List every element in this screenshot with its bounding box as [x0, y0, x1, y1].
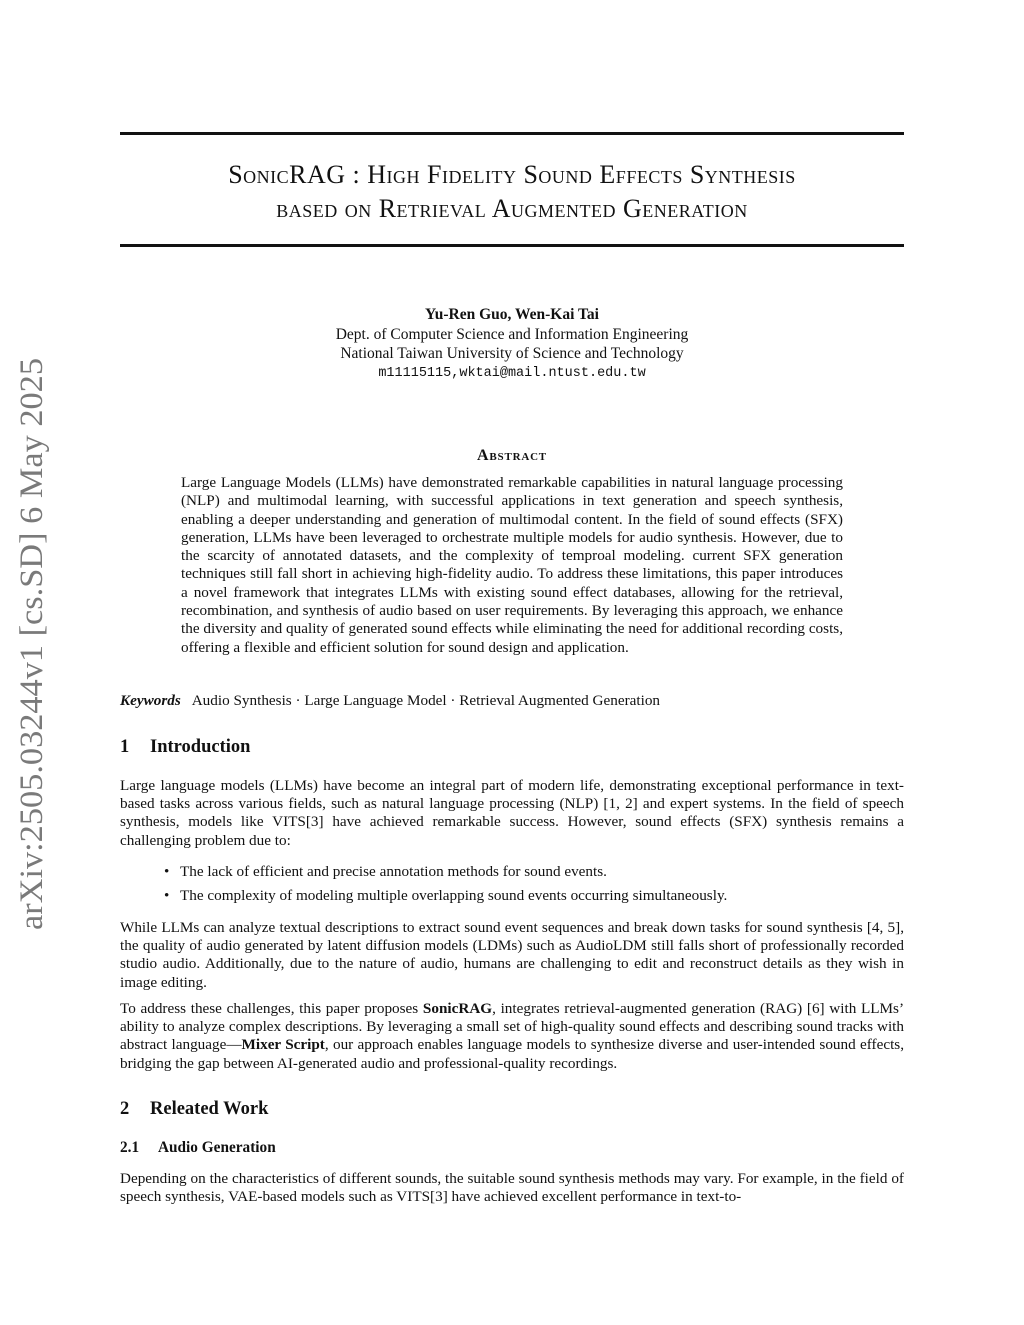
title-line-2: based on Retrieval Augmented Generation	[276, 194, 748, 223]
author-university: National Taiwan University of Science and Technology	[340, 345, 684, 362]
subsection-number: 2.1	[120, 1139, 140, 1156]
keywords-line	[120, 692, 904, 710]
subsection-heading-audio-generation	[120, 1139, 904, 1157]
para3-part-e: , our approach enables language models to synthesize diverse and user-intended sound effects, bridging the gap between AI-generated audio and professional-quality recordings.	[120, 1036, 905, 1072]
title-line-1: SonicRAG : High Fidelity Sound Effects Synthesis	[228, 160, 796, 189]
bullet-icon: •	[164, 863, 170, 880]
para3-part-c: , integrates retrieval-augmented generation (RAG) [6] with LLMs’ ability to analyze complex descriptions. By leveraging a small set of high-quality sound effects and describing sound tracks with abstract language—	[120, 1000, 905, 1054]
section-heading-related-work	[120, 1099, 904, 1120]
intro-bullet-list	[164, 863, 904, 910]
arxiv-identifier-stamp	[2, 356, 62, 930]
section-heading-introduction	[120, 737, 904, 758]
paper-title	[120, 158, 904, 226]
list-item-text: The complexity of modeling multiple overlapping sound events occurring simultaneously.	[180, 886, 728, 904]
intro-paragraph-1: Large language models (LLMs) have become an integral part of modern life, demonstrating exceptional performance in text-based tasks across various fields, such as natural language processing (NLP) [1, 2] and expert systems. In the field of speech synthesis, models like VITS[3] have achieved remarkable success. However, sound effects (SFX) synthesis remains a challenging problem due to:	[120, 777, 904, 849]
related-paragraph-1: Depending on the characteristics of different sounds, the suitable sound synthesis methods may vary. For example, in the field of speech synthesis, VAE-based models such as VITS[3] have achieved excellent performance in text-to-	[120, 1170, 904, 1206]
title-top-rule	[120, 132, 904, 135]
mixer-script-name: Mixer Script	[241, 1036, 325, 1054]
section-title: Releated Work	[150, 1099, 269, 1119]
subsection-title: Audio Generation	[158, 1139, 276, 1156]
intro-paragraph-3	[120, 1000, 904, 1073]
keywords-text: Audio Synthesis · Large Language Model · Retrieval Augmented Generation	[191, 692, 661, 709]
list-item	[164, 887, 904, 905]
section-number: 1	[120, 737, 130, 757]
title-bottom-rule	[120, 244, 904, 247]
para3-part-a: To address these challenges, this paper proposes	[120, 1000, 423, 1017]
author-names: Yu-Ren Guo, Wen-Kai Tai	[424, 306, 599, 323]
list-item-text: The lack of efficient and precise annotation methods for sound events.	[180, 863, 607, 880]
section-number: 2	[120, 1099, 130, 1119]
author-block	[120, 305, 904, 383]
author-email: m11115115,wktai@mail.ntust.edu.tw	[378, 365, 646, 381]
sonicrag-name: SonicRAG	[422, 1000, 493, 1017]
bullet-icon: •	[164, 886, 170, 904]
list-item	[164, 863, 904, 881]
intro-paragraph-2: While LLMs can analyze textual descriptions to extract sound event sequences and break down tasks for sound synthesis [4, 5], the quality of audio generated by latent diffusion models (LDMs) such as AudioLDM still falls short of professionally recorded studio audio. Additionally, due to the nature of audio, humans are challenging to edit and reconstruct details as they wish in image editing.	[120, 919, 904, 991]
arxiv-id-text: arXiv:2505.03244v1 [cs.SD] 6 May 2025	[14, 380, 50, 930]
abstract-text: Large Language Models (LLMs) have demonstrated remarkable capabilities in natural language processing (NLP) and multimodal learning, with successful applications in text generation and speech synthesis, enabling a deeper understanding and generation of multimodal content. In the field of sound effects (SFX) generation, LLMs have been leveraged to orchestrate multiple models for audio synthesis. However, due to the scarcity of annotated datasets, and the complexity of temproal modeling. current SFX generation techniques still fall short in achieving high-fidelity audio. To address these limitations, this paper introduces a novel framework that integrates LLMs with existing sound effect databases, allowing for the retrieval, recombination, and synthesis of audio based on user requirements. By leveraging this approach, we enhance the diversity and quality of generated sound effects while eliminating the need for additional recording costs, offering a flexible and efficient solution for sound design and application.	[181, 474, 843, 656]
section-title: Introduction	[150, 737, 251, 757]
author-department: Dept. of Computer Science and Information Engineering	[335, 325, 689, 343]
abstract-heading: Abstract	[477, 447, 547, 464]
keywords-label: Keywords	[120, 692, 181, 709]
